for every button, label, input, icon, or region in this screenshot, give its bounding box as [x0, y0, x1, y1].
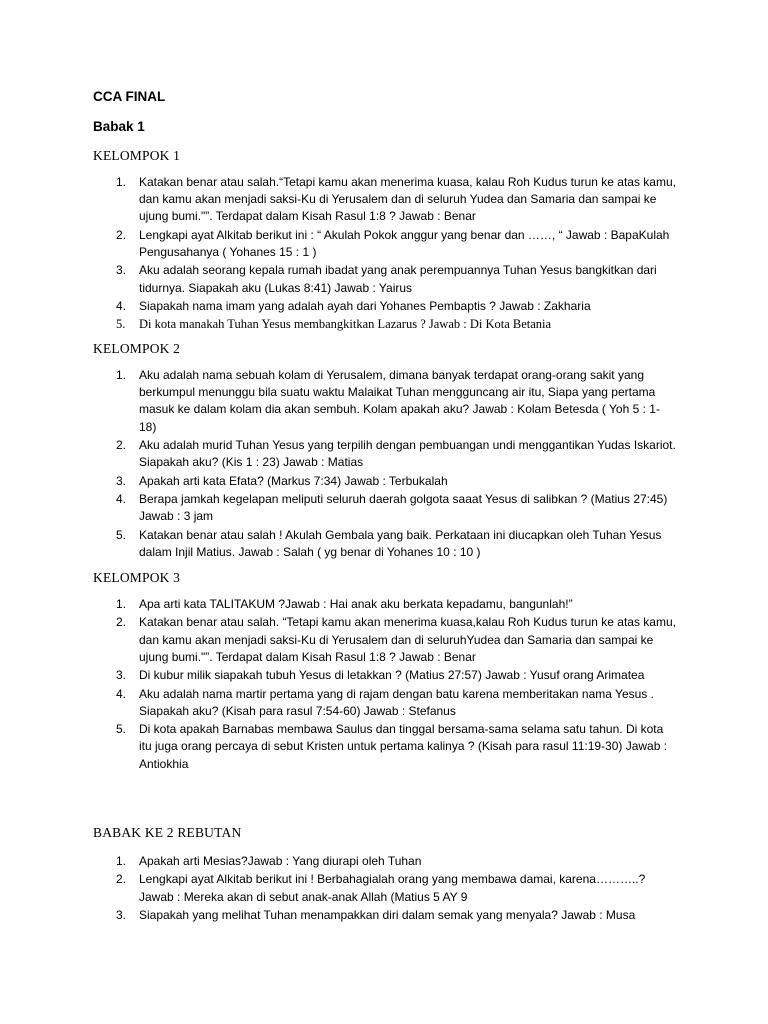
question-item	[116, 174, 676, 226]
document-title: CCA FINAL	[93, 89, 166, 104]
question-text: Lengkapi ayat Alkitab berikut ini : “ Akulah Pokok anggur yang benar dan ……, “ Jawab : BapaKulah Pengusahanya ( Yohanes 15 : 1 )	[139, 227, 670, 259]
question-number: 4.	[116, 491, 127, 506]
question-item	[116, 614, 676, 666]
group-2-heading: KELOMPOK 2	[93, 341, 181, 356]
question-item	[116, 596, 676, 613]
question-text: Katakan benar atau salah ! Akulah Gembala yang baik. Perkataan ini diucapkan oleh Tuhan Yesus dalam Injil Matius. Jawab : Salah ( yg benar di Yohanes 10 : 10 )	[139, 527, 662, 559]
question-number: 3.	[116, 263, 127, 278]
question-number: 1.	[116, 597, 127, 611]
question-number: 3.	[116, 668, 127, 683]
question-number: 1.	[116, 175, 127, 189]
question-text: Apakah arti Mesias?Jawab : Yang diurapi oleh Tuhan	[139, 854, 422, 868]
question-text: Di kota manakah Tuhan Yesus membangkitkan Lazarus ? Jawab : Di Kota Betania	[139, 317, 552, 332]
question-number: 5.	[116, 317, 126, 332]
question-number: 5.	[116, 722, 127, 737]
question-text: Katakan benar atau salah. “Tetapi kamu akan menerima kuasa,kalau Roh Kudus turun ke atas kamu, dan kamu akan menjadi saksi-Ku di Yerusalem dan di seluruhYudea dan Samaria dan sampai ke ujung bumi."”. Terdapat dalam Kisah Rasul 1:8 ? Jawab : Benar	[139, 615, 676, 664]
question-text: Aku adalah nama sebuah kolam di Yerusalem, dimana banyak terdapat orang-orang sakit yang berkumpul menunggu bila suatu waktu Malaikat Tuhan mengguncang air itu, Siapa yang pertama masuk ke dalam kolam dia akan sembuh. Kolam apakah aku? Jawab : Kolam Betesda ( Yoh 5 : 1-18)	[139, 368, 660, 434]
question-number: 3.	[116, 473, 127, 488]
question-item	[116, 686, 676, 720]
question-number: 4.	[116, 686, 127, 701]
question-number: 1.	[116, 368, 127, 382]
question-text: Siapakah yang melihat Tuhan menampakkan diri dalam semak yang menyala? Jawab : Musa	[139, 907, 636, 922]
question-item	[116, 316, 676, 333]
round-2-questions	[116, 853, 676, 925]
group-1-heading: KELOMPOK 1	[93, 148, 181, 163]
question-number: 2.	[116, 872, 127, 887]
question-text: Lengkapi ayat Alkitab berikut ini ! Berbahagialah orang yang membawa damai, karena………..? Jawab : Mereka akan di sebut anak-anak Allah (Matius 5 AY 9	[139, 872, 646, 904]
group-3-heading: KELOMPOK 3	[93, 570, 181, 585]
question-text: Aku adalah seorang kepala rumah ibadat yang anak perempuannya Tuhan Yesus bangkitkan dari tidurnya. Siapakah aku (Lukas 8:41) Jawab : Yairus	[139, 263, 657, 295]
question-item	[116, 721, 676, 773]
question-text: Aku adalah nama martir pertama yang di rajam dengan batu karena memberitakan nama Yesus . Siapakah aku? (Kisah para rasul 7:54-60) Jawab : Stefanus	[139, 686, 654, 718]
question-number: 5.	[116, 527, 127, 542]
question-item	[116, 527, 676, 561]
question-item	[116, 667, 676, 684]
question-item	[116, 227, 676, 261]
question-text: Di kubur milik siapakah tubuh Yesus di letakkan ? (Matius 27:57) Jawab : Yusuf orang Arimatea	[139, 668, 645, 683]
question-text: Katakan benar atau salah.“Tetapi kamu akan menerima kuasa, kalau Roh Kudus turun ke atas kamu, dan kamu akan menjadi saksi-Ku di Yerusalem dan di seluruh Yudea dan Samaria dan sampai ke ujung bumi."”. Terdapat dalam Kisah Rasul 1:8 ? Jawab : Benar	[139, 175, 676, 224]
question-number: 1.	[116, 854, 127, 868]
question-number: 2.	[116, 227, 127, 242]
question-item	[116, 298, 676, 315]
question-item	[116, 473, 676, 490]
question-text: Apa arti kata TALITAKUM ?Jawab : Hai anak aku berkata kepadamu, bangunlah!”	[139, 597, 573, 611]
question-item	[116, 437, 676, 471]
question-number: 3.	[116, 907, 127, 922]
round-2-heading: BABAK KE 2 REBUTAN	[93, 825, 242, 840]
question-number: 4.	[116, 298, 127, 313]
group-1-questions	[116, 174, 676, 335]
question-text: Apakah arti kata Efata? (Markus 7:34) Jawab : Terbukalah	[139, 473, 448, 488]
question-item	[116, 871, 676, 905]
question-item	[116, 853, 676, 870]
question-text: Di kota apakah Barnabas membawa Saulus dan tinggal bersama-sama selama satu tahun. Di kota itu juga orang percaya di sebut Kristen untuk pertama kalinya ? (Kisah para rasul 11:19-30) Jawab : Antiokhia	[139, 722, 668, 771]
question-text: Siapakah nama imam yang adalah ayah dari Yohanes Pembaptis ? Jawab : Zakharia	[139, 298, 591, 313]
question-text: Aku adalah murid Tuhan Yesus yang terpilih dengan pembuangan undi menggantikan Yudas Iskariot. Siapakah aku? (Kis 1 : 23) Jawab : Matias	[139, 438, 676, 470]
question-item	[116, 491, 676, 525]
question-text: Berapa jamkah kegelapan meliputi seluruh daerah golgota saaat Yesus di salibkan ? (Matius 27:45) Jawab : 3 jam	[139, 491, 668, 524]
question-item	[116, 262, 676, 296]
group-3-questions	[116, 596, 676, 774]
question-item	[116, 367, 676, 436]
group-2-questions	[116, 367, 676, 562]
question-item	[116, 907, 676, 924]
question-number: 2.	[116, 438, 127, 452]
round-1-title: Babak 1	[93, 119, 145, 134]
question-number: 2.	[116, 615, 127, 630]
